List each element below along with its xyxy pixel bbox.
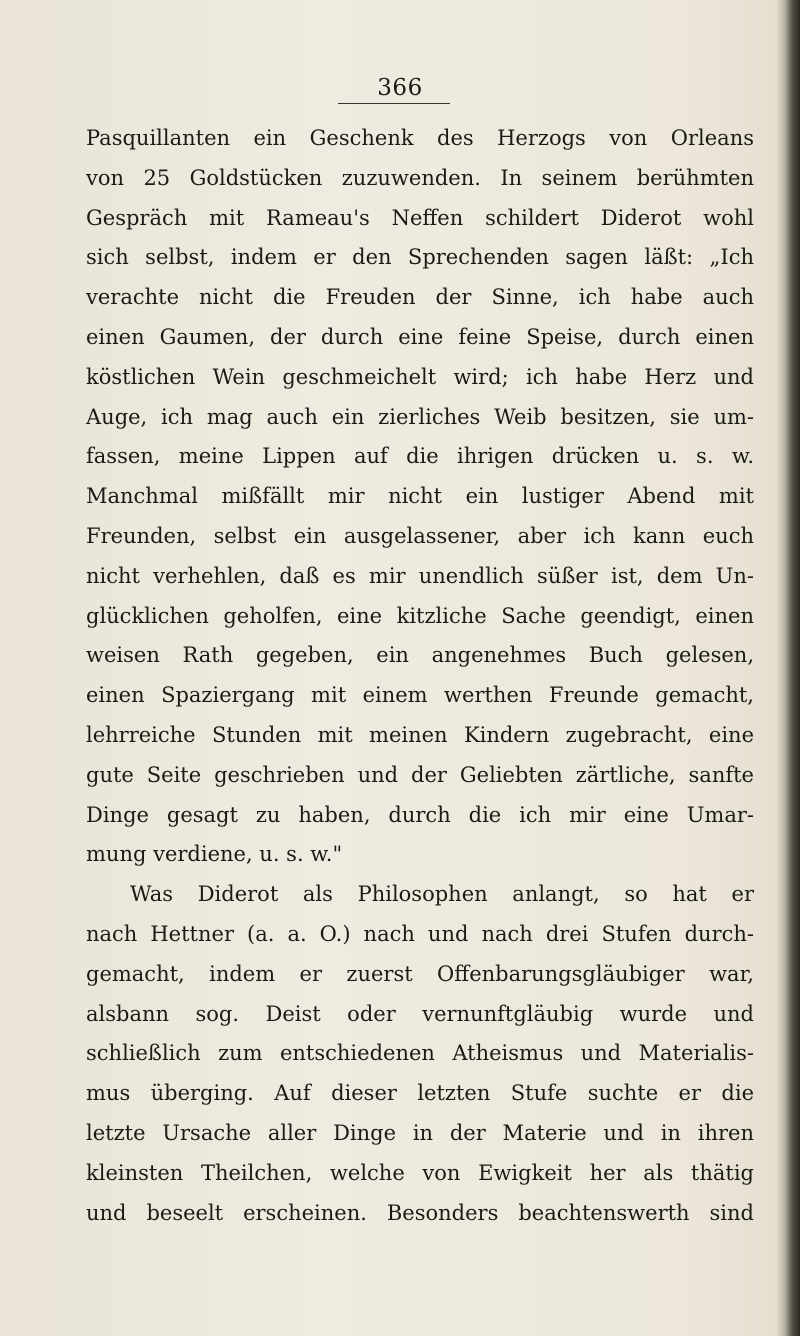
body-text	[86, 119, 754, 1233]
paragraph-start: Was Diderot als Philosophen anlangt, so hat er	[130, 882, 754, 907]
text-line: Gespräch mit Rameau's Neffen schildert Diderot wohl	[86, 205, 754, 230]
text-line: einen Gaumen, der durch eine feine Speise, durch einen	[86, 324, 754, 349]
page-number: 366	[377, 75, 423, 101]
text-line: glücklichen geholfen, eine kitzliche Sache geendigt, einen	[86, 603, 754, 628]
text-line: alsbann sog. Deist oder vernunftgläubig wurde und	[86, 1001, 754, 1026]
text-line: kleinsten Theilchen, welche von Ewigkeit her als thätig	[86, 1160, 754, 1185]
text-line: nach Hettner (a. a. O.) nach und nach drei Stufen durch-	[86, 921, 754, 946]
text-line: und beseelt erscheinen. Besonders beachtenswerth sind	[86, 1200, 754, 1225]
text-line: köstlichen Wein geschmeichelt wird; ich habe Herz und	[86, 364, 754, 389]
text-line: Freunden, selbst ein ausgelassener, aber ich kann euch	[86, 523, 754, 548]
text-line: weisen Rath gegeben, ein angenehmes Buch gelesen,	[86, 643, 754, 668]
text-line: nicht verhehlen, daß es mir unendlich süßer ist, dem Un-	[86, 563, 754, 588]
text-line: Auge, ich mag auch ein zierliches Weib besitzen, sie um-	[86, 404, 754, 429]
text-line: gute Seite geschrieben und der Geliebten zärtliche, sanfte	[86, 762, 754, 787]
text-line: Pasquillanten ein Geschenk des Herzogs von Orleans	[86, 126, 754, 150]
page-number-rule	[338, 103, 450, 104]
page-edge-shadow	[776, 0, 800, 1336]
text-line: fassen, meine Lippen auf die ihrigen drücken u. s. w.	[86, 444, 754, 469]
text-line: schließlich zum entschiedenen Atheismus und Materialis-	[86, 1041, 754, 1066]
text-line: gemacht, indem er zuerst Offenbarungsgläubiger war,	[86, 961, 754, 986]
text-line: Dinge gesagt zu haben, durch die ich mir eine Umar-	[86, 802, 754, 827]
text-line: sich selbst, indem er den Sprechenden sagen läßt: „Ich	[86, 245, 754, 270]
text-line: Manchmal mißfällt mir nicht ein lustiger Abend mit	[86, 484, 754, 509]
text-line: mus überging. Auf dieser letzten Stufe suchte er die	[86, 1081, 754, 1106]
text-line: von 25 Goldstücken zuzuwenden. In seinem berühmten	[86, 165, 754, 190]
text-line: letzte Ursache aller Dinge in der Materie und in ihren	[86, 1120, 754, 1145]
text-line: mung verdiene, u. s. w."	[86, 842, 343, 867]
text-line: einen Spaziergang mit einem werthen Freunde gemacht,	[86, 683, 754, 708]
text-line: lehrreiche Stunden mit meinen Kindern zugebracht, eine	[86, 722, 754, 747]
text-line: verachte nicht die Freuden der Sinne, ich habe auch	[86, 285, 754, 310]
